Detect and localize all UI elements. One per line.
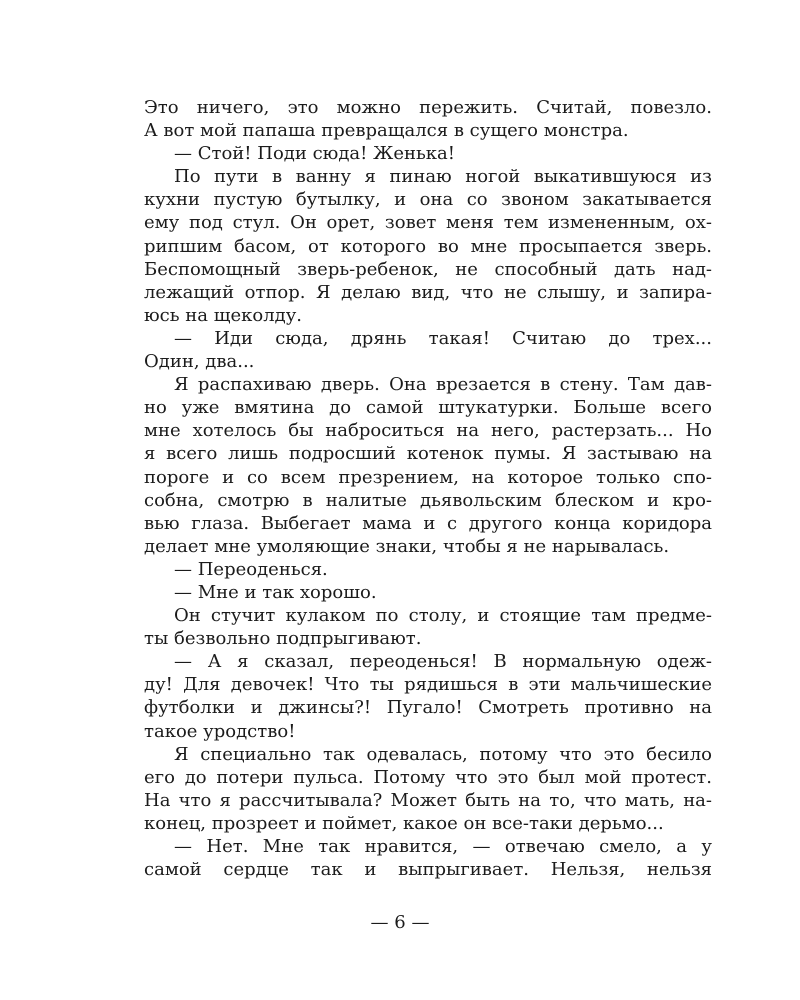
text-line: Я распахиваю дверь. Она врезается в стену. Там дав- — [174, 374, 712, 396]
text-line: юсь на щеколду. — [144, 304, 303, 326]
text-line: На что я рассчитывала? Может быть на то, что мать, на- — [144, 789, 712, 811]
text-line: Беспомощный зверь-ребенок, не способный дать над- — [144, 258, 712, 280]
text-line: А вот мой папаша превращался в сущего монстра. — [144, 120, 629, 142]
text-line: Один, два... — [144, 351, 255, 373]
page-number: — 6 — — [370, 912, 430, 933]
text-line: такое уродство! — [144, 720, 296, 742]
text-line: Он стучит кулаком по столу, и стоящие там предме- — [174, 605, 712, 627]
text-line: пороге и со всем презрением, на которое только спо- — [144, 466, 712, 488]
text-line: По пути в ванну я пинаю ногой выкатившуюся из — [174, 166, 712, 188]
text-line: конец, прозреет и поймет, какое он все-таки дерьмо... — [144, 812, 664, 834]
text-line: его до потери пульса. Потому что это был мой протест. — [144, 766, 712, 788]
text-line: я всего лишь подросший котенок пумы. Я застываю на — [144, 443, 712, 465]
text-line: ты безвольно подпрыгивают. — [144, 628, 422, 650]
text-line: — А я сказал, переоденься! В нормальную одеж- — [174, 651, 712, 673]
text-line: — Мне и так хорошо. — [174, 581, 377, 603]
text-line: лежащий отпор. Я делаю вид, что не слышу, и запира- — [144, 281, 712, 303]
text-line: — Переоденься. — [174, 558, 328, 580]
text-line: кухни пустую бутылку, и она со звоном закатывается — [144, 189, 712, 211]
text-line: самой сердце так и выпрыгивает. Нельзя, нельзя — [144, 859, 712, 881]
body-text — [144, 96, 712, 881]
text-line: Это ничего, это можно пережить. Считай, повезло. — [144, 97, 712, 118]
text-line: футболки и джинсы?! Пугало! Смотреть противно на — [144, 697, 712, 719]
text-line: ему под стул. Он орет, зовет меня тем измененным, ох- — [144, 212, 712, 234]
text-line: Я специально так одевалась, потому что это бесило — [174, 743, 712, 765]
text-line: — Иди сюда, дрянь такая! Считаю до трех... — [174, 327, 712, 349]
text-line: делает мне умоляющие знаки, чтобы я не нарывалась. — [144, 535, 670, 557]
text-line: вью глаза. Выбегает мама и с другого конца коридора — [144, 512, 712, 534]
text-line: мне хотелось бы наброситься на него, растерзать... Но — [144, 420, 712, 442]
text-line: — Стой! Поди сюда! Женька! — [174, 143, 455, 165]
text-line: но уже вмятина до самой штукатурки. Больше всего — [144, 397, 712, 419]
text-line: — Нет. Мне так нравится, — отвечаю смело, а у — [174, 836, 712, 857]
text-line: рипшим басом, от которого во мне просыпается зверь. — [144, 235, 712, 257]
text-line: собна, смотрю в налитые дьявольским блеском и кро- — [144, 489, 712, 511]
text-line: ду! Для девочек! Что ты рядишься в эти мальчишеские — [144, 674, 712, 696]
